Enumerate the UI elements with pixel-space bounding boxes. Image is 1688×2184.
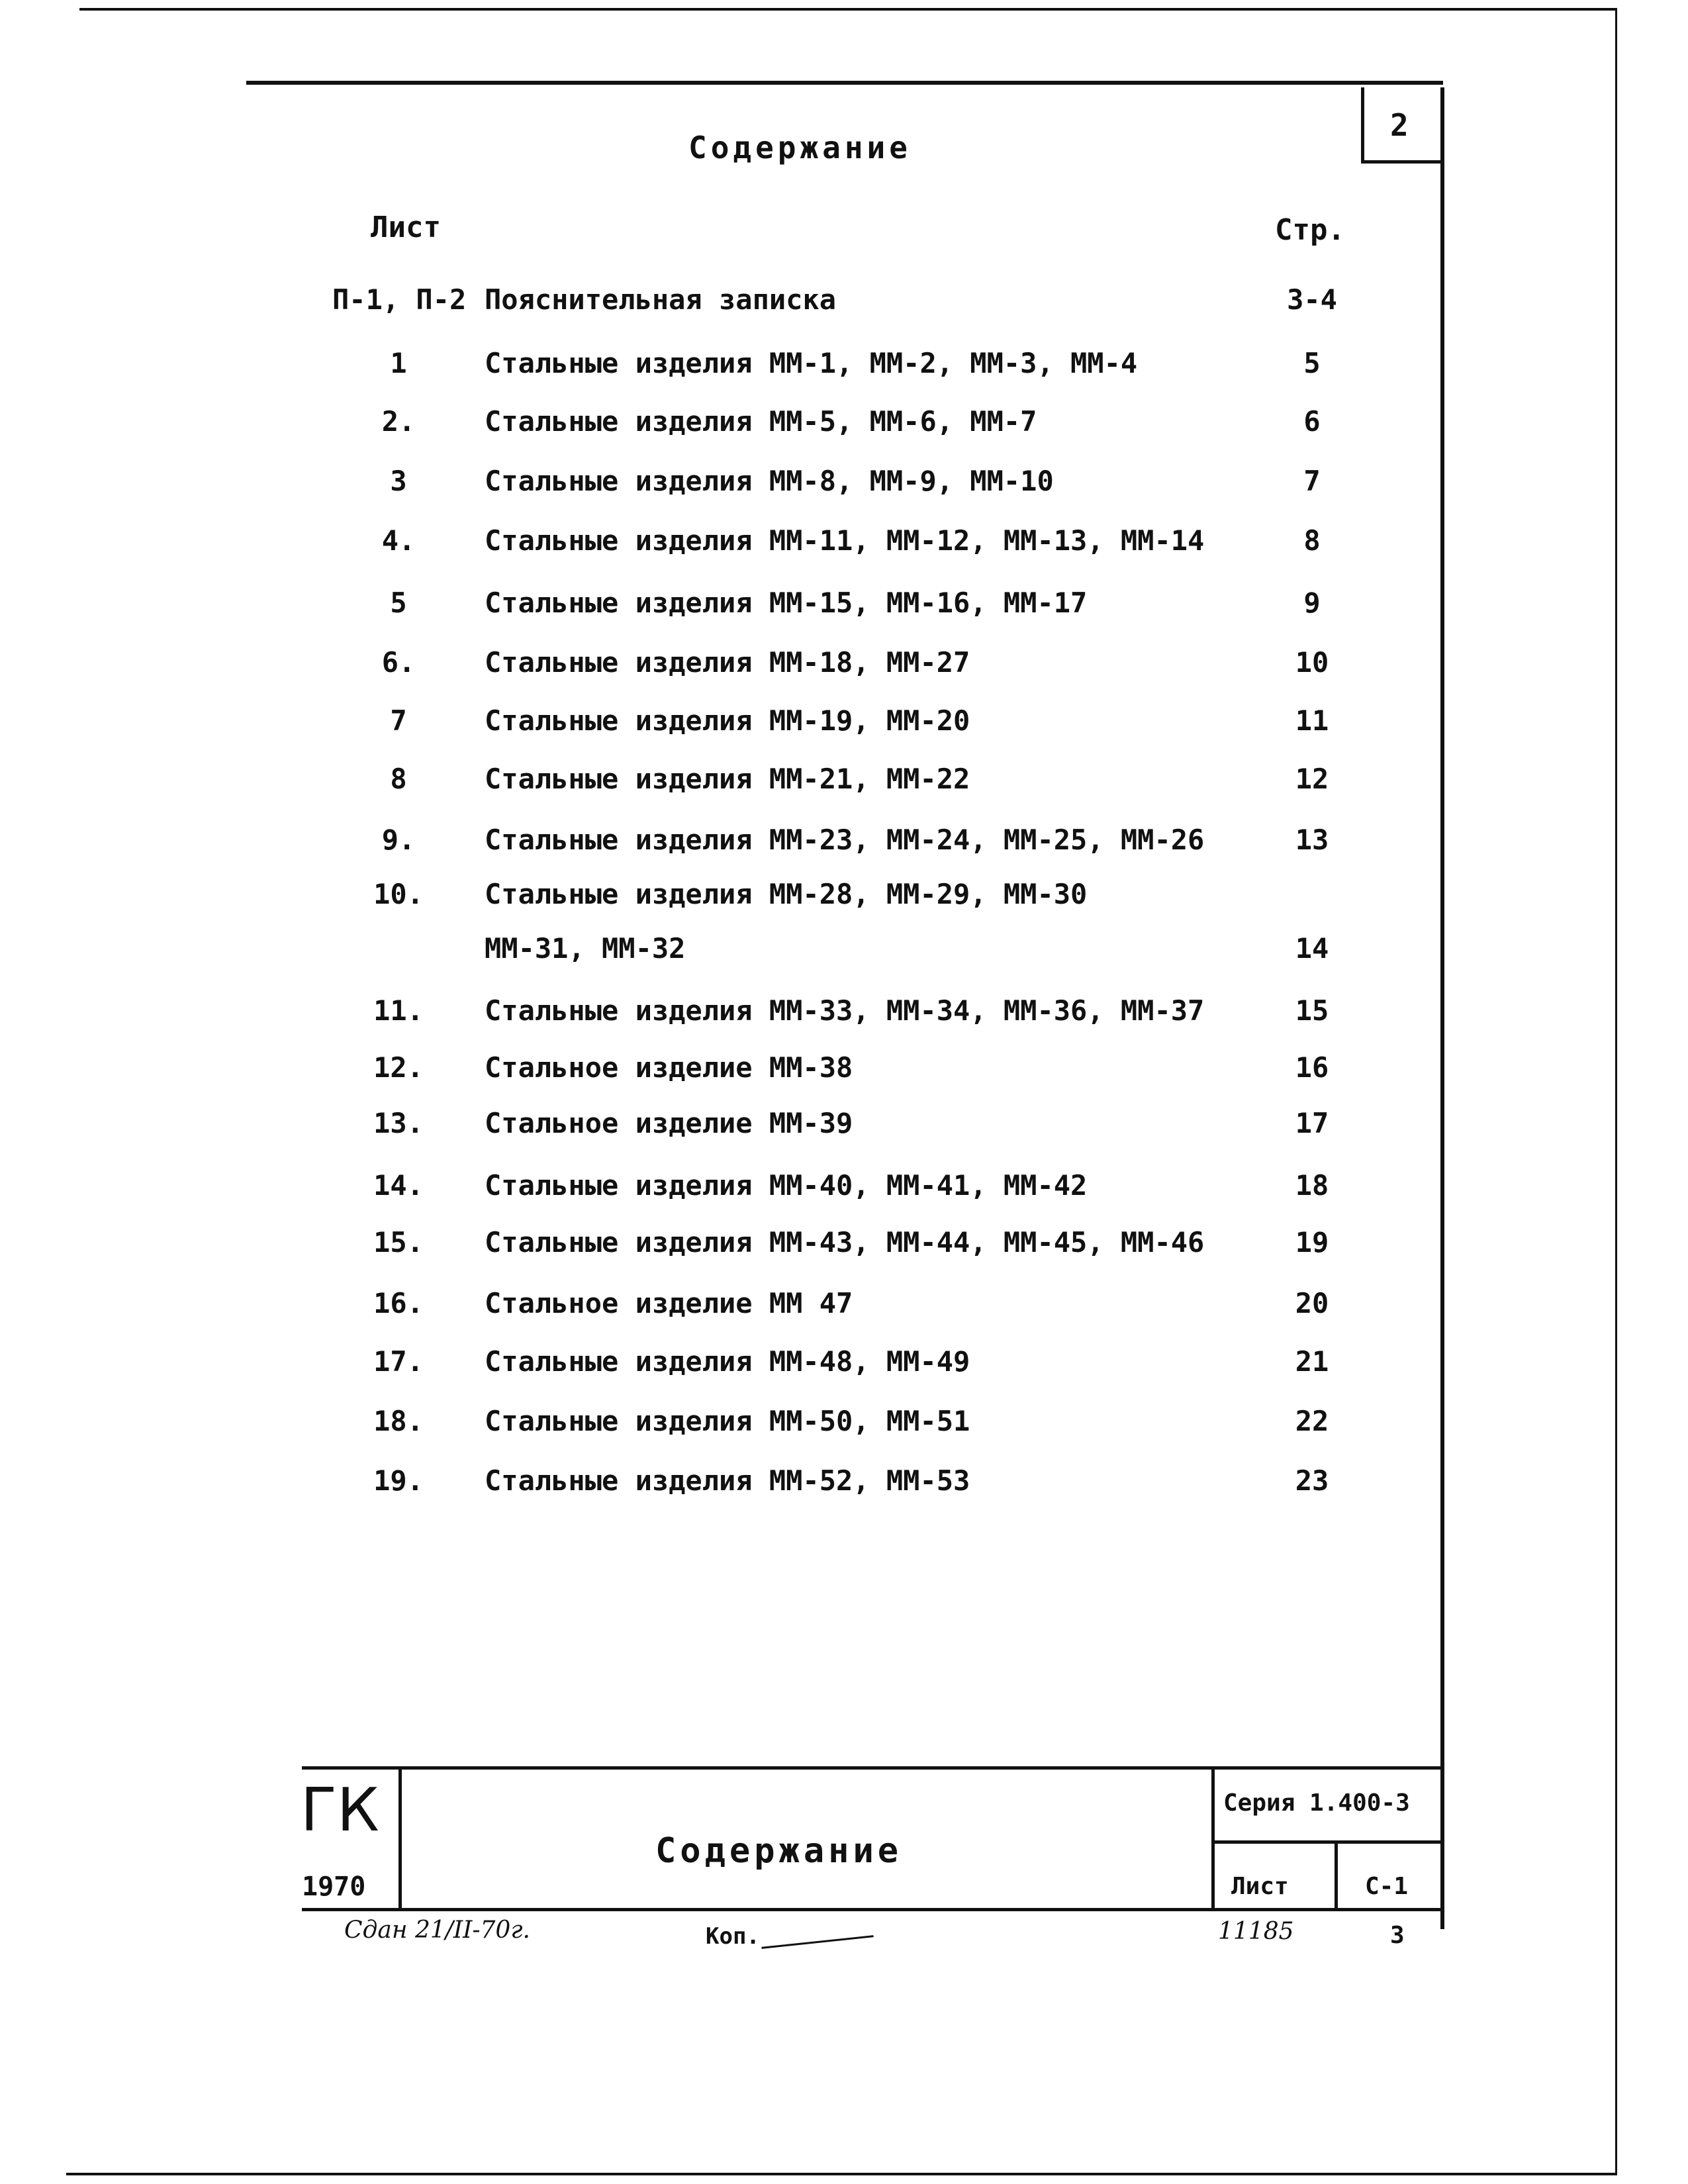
contents-row-title: ММ-31, ММ-32 bbox=[485, 932, 686, 965]
stamp-sheet-value: С-1 bbox=[1365, 1873, 1409, 1900]
inner-frame-right bbox=[1440, 87, 1444, 1929]
stamp-org-divider bbox=[399, 1766, 402, 1911]
stamp-org-logo: ГК bbox=[301, 1776, 379, 1845]
stamp-year: 1970 bbox=[302, 1872, 366, 1902]
contents-row-page: 15 bbox=[1295, 994, 1329, 1027]
contents-row-page: 10 bbox=[1295, 646, 1329, 679]
contents-row-sheet: 7 bbox=[390, 704, 407, 737]
footer-copy-label: Коп. bbox=[706, 1923, 760, 1950]
contents-row-sheet: 19. bbox=[373, 1464, 424, 1497]
contents-row-sheet: 1 bbox=[390, 347, 407, 379]
contents-row-page: 13 bbox=[1295, 824, 1329, 856]
outer-frame-top bbox=[79, 8, 1617, 11]
column-header-sheet: Лист bbox=[371, 211, 441, 244]
footer-format: 3 bbox=[1390, 1922, 1405, 1949]
contents-row-page: 19 bbox=[1295, 1226, 1329, 1258]
stamp-right-divider bbox=[1211, 1766, 1215, 1911]
contents-row-page: 18 bbox=[1295, 1169, 1329, 1202]
contents-row-title: Стальные изделия ММ-8, ММ-9, ММ-10 bbox=[485, 465, 1054, 497]
contents-row-sheet: 3 bbox=[390, 465, 407, 497]
contents-row-title: Стальные изделия ММ-15, ММ-16, ММ-17 bbox=[485, 587, 1088, 619]
contents-row-title: Стальные изделия ММ-50, ММ-51 bbox=[485, 1405, 970, 1437]
contents-row-sheet: 14. bbox=[373, 1169, 424, 1202]
contents-row-title: Стальные изделия ММ-48, ММ-49 bbox=[485, 1345, 970, 1378]
footer-signature-mark bbox=[761, 1935, 873, 1949]
contents-row-title: Стальные изделия ММ-19, ММ-20 bbox=[485, 704, 970, 737]
contents-row-sheet: 4. bbox=[381, 524, 416, 557]
contents-row-page: 8 bbox=[1303, 524, 1321, 557]
contents-row-sheet: 11. bbox=[373, 994, 424, 1027]
contents-row-sheet: 16. bbox=[373, 1287, 424, 1319]
contents-row-title: Стальные изделия ММ-21, ММ-22 bbox=[485, 763, 970, 795]
outer-frame-bottom bbox=[66, 2173, 1617, 2175]
contents-row-page: 5 bbox=[1303, 347, 1321, 379]
contents-row-sheet: 5 bbox=[390, 587, 407, 619]
contents-row-sheet: 8 bbox=[390, 763, 407, 795]
contents-row-page: 3-4 bbox=[1287, 283, 1337, 316]
contents-row-page: 12 bbox=[1295, 763, 1329, 795]
contents-row-page: 11 bbox=[1295, 704, 1329, 737]
contents-row-sheet: 17. bbox=[373, 1345, 424, 1378]
contents-row-page: 7 bbox=[1303, 465, 1321, 497]
contents-row-title: Стальные изделия ММ-28, ММ-29, ММ-30 bbox=[485, 878, 1088, 910]
stamp-title: Содержание bbox=[655, 1831, 903, 1871]
contents-row-title: Стальные изделия ММ-40, ММ-41, ММ-42 bbox=[485, 1169, 1088, 1202]
stamp-sheet-divider bbox=[1335, 1842, 1338, 1911]
contents-row-page: 16 bbox=[1295, 1051, 1329, 1084]
contents-row-title: Стальные изделия ММ-5, ММ-6, ММ-7 bbox=[485, 405, 1037, 438]
stamp-series-divider bbox=[1213, 1840, 1444, 1844]
contents-row-page: 23 bbox=[1295, 1464, 1329, 1497]
contents-row-sheet: 2. bbox=[381, 405, 416, 438]
contents-row-title: Стальные изделия ММ-1, ММ-2, ММ-3, ММ-4 bbox=[485, 347, 1138, 379]
contents-row-title: Стальные изделия ММ-52, ММ-53 bbox=[485, 1464, 970, 1497]
contents-row-title: Стальные изделия ММ-23, ММ-24, ММ-25, ММ-26 bbox=[485, 824, 1205, 856]
contents-row-title: Стальные изделия ММ-11, ММ-12, ММ-13, ММ-14 bbox=[485, 524, 1205, 557]
page-number-box-left bbox=[1361, 87, 1364, 162]
contents-row-page: 22 bbox=[1295, 1405, 1329, 1437]
contents-row-page: 20 bbox=[1295, 1287, 1329, 1319]
contents-row-title: Стальные изделия ММ-18, ММ-27 bbox=[485, 646, 970, 679]
contents-row-title: Стальные изделия ММ-33, ММ-34, ММ-36, ММ-37 bbox=[485, 994, 1205, 1027]
contents-row-page: 9 bbox=[1303, 587, 1321, 619]
contents-row-title: Стальное изделие ММ 47 bbox=[485, 1287, 853, 1319]
footer-order-number: 11185 bbox=[1218, 1918, 1294, 1945]
footer-left-note: Сдан 21/II-70г. bbox=[344, 1917, 530, 1944]
inner-frame-top bbox=[246, 81, 1443, 85]
contents-row-title: Пояснительная записка bbox=[485, 283, 837, 316]
contents-row-sheet: 18. bbox=[373, 1405, 424, 1437]
column-header-page: Стр. bbox=[1275, 213, 1345, 247]
contents-row-page: 17 bbox=[1295, 1107, 1329, 1139]
contents-row-sheet: 6. bbox=[381, 646, 416, 679]
stamp-sheet-label: Лист bbox=[1231, 1873, 1289, 1900]
page-number-box-bottom bbox=[1361, 160, 1443, 164]
stamp-bottom-line bbox=[302, 1908, 1444, 1911]
contents-row-sheet: 15. bbox=[373, 1226, 424, 1258]
contents-row-sheet: 12. bbox=[373, 1051, 424, 1084]
contents-row-sheet: 13. bbox=[373, 1107, 424, 1139]
stamp-top-line bbox=[302, 1766, 1444, 1770]
contents-row-page: 21 bbox=[1295, 1345, 1329, 1378]
contents-row-sheet: 9. bbox=[381, 824, 416, 856]
contents-row-title: Стальные изделия ММ-43, ММ-44, ММ-45, ММ-46 bbox=[485, 1226, 1205, 1258]
contents-row-sheet: 10. bbox=[373, 878, 424, 910]
contents-row-title: Стальное изделие ММ-39 bbox=[485, 1107, 853, 1139]
stamp-series: Серия 1.400-3 bbox=[1223, 1789, 1410, 1817]
contents-row-title: Стальное изделие ММ-38 bbox=[485, 1051, 853, 1084]
contents-row-sheet: П-1, П-2 bbox=[332, 283, 467, 316]
page-title: Содержание bbox=[688, 130, 912, 166]
contents-row-page: 6 bbox=[1303, 405, 1321, 438]
page-number: 2 bbox=[1390, 107, 1409, 143]
contents-row-page: 14 bbox=[1295, 932, 1329, 965]
outer-frame-right bbox=[1615, 8, 1617, 2173]
